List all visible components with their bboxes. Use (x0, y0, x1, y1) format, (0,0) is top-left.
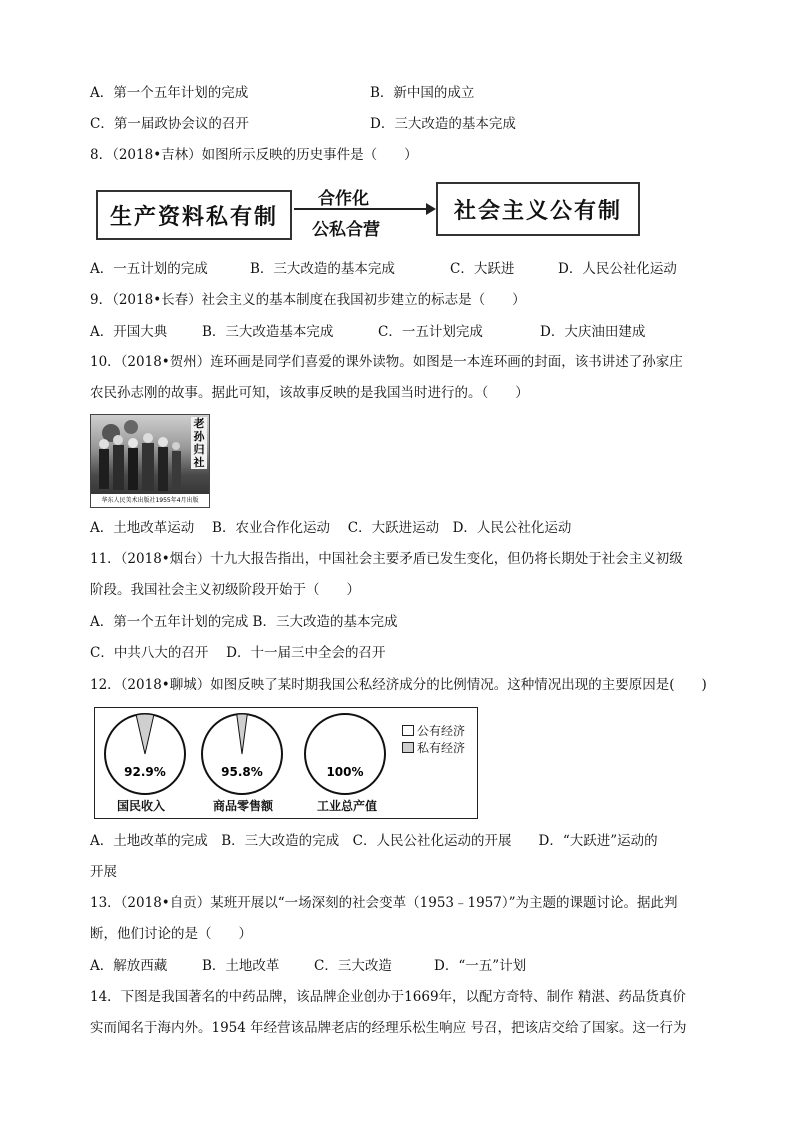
comic-cover-caption: 华东人民美术出版社1955年4月出版 (91, 494, 209, 507)
q11-stem-line2: 阶段。我国社会主义初级阶段开始于（ ） (90, 582, 360, 598)
q14-line2: 实而闻名于海内外。1954 年经营该品牌老店的经理乐松生响应 号召，把该店交给了国家。这一行为 (90, 1020, 687, 1036)
q14-line1: 14．下图是我国著名的中药品牌，该品牌企业创办于1669年，以配方奇特、制作 精湛、药品货真价 (90, 989, 686, 1005)
q13-option-d: D．“一五”计划 (434, 958, 527, 974)
pie-public-slice-3 (305, 714, 385, 794)
arrow-label-top: 合作化 (318, 189, 369, 209)
q7-option-c: C．第一届政协会议的召开 (90, 116, 249, 132)
legend-public (402, 722, 465, 739)
q12-options: A．土地改革的完成 B．三大改造的完成 C．人民公社化运动的开展 D．“大跃进”运动的 (90, 833, 658, 849)
q10-stem-line1: 10．（2018•贺州）连环画是同学们喜爱的课外读物。如图是一本连环画的封面，该书讲述了孙家庄 (90, 354, 683, 370)
legend-public-swatch (402, 725, 414, 736)
q11-stem-line1: 11．（2018•烟台）十九大报告指出，中国社会主要矛盾已发生变化，但仍将长期处于社会主义初级 (90, 551, 683, 567)
comic-cover-title: 老孙归社 (191, 417, 207, 469)
q8-option-d: D．人民公社化运动 (558, 261, 677, 277)
legend-private (402, 739, 465, 756)
q13-option-b: B．土地改革 (202, 958, 280, 974)
legend-private-label: 私有经济 (417, 741, 466, 755)
pie-label-retail-sales: 商品零售额 (213, 799, 274, 813)
arrow-label-bottom: 公私合营 (312, 220, 380, 240)
q7-option-b: B．新中国的成立 (370, 85, 475, 101)
q10-stem-line2: 农民孙志刚的故事。据此可知，该故事反映的是我国当时进行的。（ ） (90, 385, 529, 401)
q8-option-a: A．一五计划的完成 (90, 261, 208, 277)
pie-label-industrial-output: 工业总产值 (317, 799, 378, 813)
q9-option-a: A．开国大典 (90, 324, 168, 340)
q7-option-d: D．三大改造的基本完成 (370, 116, 516, 132)
public-ownership-box: 社会主义公有制 (436, 182, 640, 236)
legend-private-swatch (402, 742, 414, 753)
q13-option-a: A．解放西藏 (90, 958, 168, 974)
q8-option-c: C．大跃进 (450, 261, 515, 277)
pie-value-label-2: 95.8% (221, 765, 263, 779)
pie-value-label-3: 100% (326, 765, 364, 779)
pie-value-label-1: 92.9% (124, 765, 166, 779)
q13-stem-line2: 断，他们讨论的是（ ） (90, 926, 252, 942)
q11-options-ab: A．第一个五年计划的完成 B．三大改造的基本完成 (90, 614, 398, 630)
q9-stem: 9．（2018•长春）社会主义的基本制度在我国初步建立的标志是（ ） (90, 292, 526, 308)
comic-cover-image (90, 414, 210, 508)
q13-option-c: C．三大改造 (314, 958, 392, 974)
q12-stem: 12．（2018•聊城）如图反映了某时期我国公私经济成分的比例情况。这种情况出现的主要原因是( ) (90, 677, 707, 693)
q9-option-c: C．一五计划完成 (378, 324, 483, 340)
private-ownership-box: 生产资料私有制 (96, 190, 292, 240)
q7-option-a: A．第一个五年计划的完成 (90, 85, 249, 101)
pie-chart-panel (94, 707, 478, 819)
q13-stem-line1: 13．（2018•自贡）某班开展以“一场深刻的社会变革（1953﹣1957）”为主题的课题讨论。据此判 (90, 895, 678, 911)
pie-label-national-income: 国民收入 (117, 799, 166, 813)
q11-options-cd: C．中共八大的召开 D．十一届三中全会的召开 (90, 645, 386, 661)
q12-options-continued: 开展 (90, 864, 117, 880)
q8-option-b: B．三大改造的基本完成 (250, 261, 395, 277)
q9-option-d: D．大庆油田建成 (540, 324, 646, 340)
q9-option-b: B．三大改造基本完成 (202, 324, 334, 340)
q10-options: A．土地改革运动 B．农业合作化运动 C．大跃进运动 D．人民公社化运动 (90, 520, 572, 536)
legend-public-label: 公有经济 (417, 724, 466, 738)
q8-stem: 8．（2018•吉林）如图所示反映的历史事件是（ ） (90, 147, 418, 163)
